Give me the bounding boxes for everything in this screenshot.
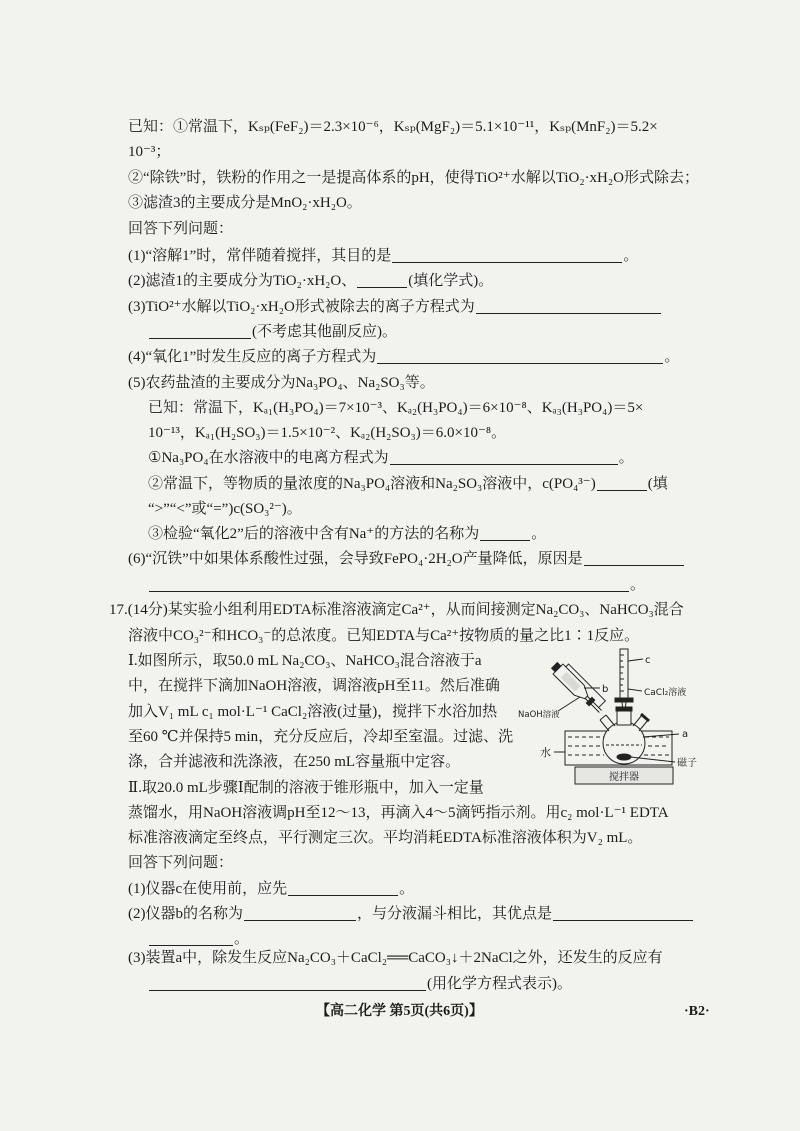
label-b: b [602,684,609,695]
question-text: (1)仪器c在使用前，应先 [128,881,288,897]
question-tail: 。 [618,450,634,466]
q17-step2-line: 标准溶液滴定至终点，平行测定三次。平均消耗EDTA标准溶液体积为V₂ mL。 [128,830,643,846]
label-naoh-solution: NaOH溶液 [518,710,560,720]
label-a: a [682,729,689,740]
q16-item-3-cont [148,322,397,342]
question-tail: 。 [623,248,639,264]
q16-item-3 [128,297,662,317]
given-line-3: ②“除铁”时，铁粉的作用之一是提高体系的pH，使得TiO²⁺水解以TiO₂·xH₂O形式除去； [128,170,699,186]
q17-step2-line: Ⅱ.取20.0 mL步骤Ⅰ配制的溶液于锥形瓶中，加入一定量 [128,780,484,796]
question-mid: (填 [647,476,668,492]
label-c: c [645,655,651,666]
answer-blank [377,348,663,364]
q17-item-2-cont [148,929,249,949]
q16-item-1 [128,246,638,266]
q17-head-line-2: 溶液中CO₃²⁻和HCO₃⁻的总浓度。已知EDTA与Ca²⁺按物质的量之比1∶1反应。 [128,628,640,644]
q17-item-1 [128,879,414,899]
q17-step1-line: 至60 ℃并保持5 min，充分反应后，冷却至室温。过滤、洗 [128,729,514,745]
question-mid: ，与分液漏斗相比，其优点是 [357,906,553,922]
question-tail: 。 [664,349,680,365]
q17-head-line-1: 17.(14分)某实验小组利用EDTA标准溶液滴定Ca²⁺，从而间接测定Na₂CO₃、NaHCO₃混合 [109,602,684,618]
question-text: (4)“氧化1”时发生反应的离子方程式为 [128,349,377,365]
answer-blank [476,298,661,314]
q16-prompt: 回答下列问题： [128,221,234,237]
question-text: (6)“沉铁”中如果体系酸性过强，会导致FePO₄·2H₂O产量降低，原因是 [128,551,583,567]
question-text: (1)“溶解1”时，常伴随着搅拌，其目的是 [128,248,392,264]
answer-blank [149,975,426,991]
apparatus-figure [512,645,707,790]
answer-blank [392,247,622,263]
answer-blank [288,880,398,896]
leader-line [558,697,580,711]
answer-blank [553,905,693,921]
question-tail: (用化学方程式表示)。 [427,976,572,992]
answer-blank [149,323,251,339]
q16-item-6-cont [148,575,645,595]
question-tail: 。 [399,881,415,897]
answer-blank [480,525,530,541]
question-text: (2)滤渣1的主要成分为TiO₂·xH₂O、 [128,273,357,289]
given-line-4: ③滤渣3的主要成分是MnO₂·xH₂O。 [128,195,362,211]
q17-prompt: 回答下列问题： [128,855,234,871]
q17-step1-line: 加入V₁ mL c₁ mol·L⁻¹ CaCl₂溶液(过量)，搅拌下水浴加热 [128,704,498,720]
q17-item-2 [128,904,694,924]
answer-blank [584,550,684,566]
label-stir-bar: 磁子 [677,758,697,769]
q16-item-5-sub-1 [148,448,634,468]
given-line-2: 10⁻³； [128,144,171,160]
question-tail: 。 [234,931,250,947]
question-tail: (不考虑其他副反应)。 [252,324,397,340]
q17-step1-line: Ⅰ.如图所示，取50.0 mL Na₂CO₃、NaHCO₃混合溶液于a [128,653,482,669]
question-tail: 。 [630,577,646,593]
answer-blank [390,449,618,465]
q16-item-5-sub-2 [148,474,668,494]
footer-title: 【高二化学 第5页(共6页)】 [316,1004,483,1019]
q17-step1-line: 涤，合并滤液和洗涤液，在250 mL容量瓶中定容。 [128,754,461,770]
answer-blank [597,475,647,491]
question-tail: (填化学式)。 [408,273,494,289]
label-stirrer: 搅拌器 [609,772,639,783]
question-tail: 。 [531,526,547,542]
answer-blank [149,930,233,946]
q16-item-5-sub-3 [148,524,546,544]
leader-line [628,689,642,691]
stir-bar [617,754,631,760]
given-line-1: 已知：①常温下，Kₛₚ(FeF₂)＝2.3×10⁻⁶，Kₛₚ(MgF₂)＝5.1×10⁻¹¹，Kₛₚ(MnF₂)＝5.2× [128,119,658,135]
answer-blank [149,576,629,592]
dropping-funnel-b [550,658,609,717]
q16-item-5-sub-2-cont: “>”“<”或“=”)c(SO₃²⁻)。 [148,501,302,517]
question-text: ①Na₃PO₄在水溶液中的电离方程式为 [148,450,389,466]
question-text: ③检验“氧化2”后的溶液中含有Na⁺的方法的名称为 [148,526,480,542]
q17-step1-line: 中，在搅拌下滴加NaOH溶液，调溶液pH至11。然后准确 [128,678,500,694]
label-water: 水 [540,746,551,759]
q17-step2-line: 蒸馏水，用NaOH溶液调pH至12～13，再滴入4～5滴钙指示剂。用c₂ mol·L⁻¹ EDTA [128,805,669,821]
q16-item-5-intro: (5)农药盐渣的主要成分为Na₃PO₄、Na₂SO₃等。 [128,375,435,391]
burette-c [615,649,633,711]
answer-blank [357,272,407,288]
footer-code: ·B2· [684,1004,710,1019]
q16-item-2 [128,271,493,291]
answer-blank [244,905,356,921]
leader-line [628,659,643,661]
question-text: ②常温下，等物质的量浓度的Na₃PO₄溶液和Na₂SO₃溶液中，c(PO₄³⁻) [148,476,596,492]
q17-item-3-cont [148,974,572,994]
q17-item-3: (3)装置a中，除发生反应Na₂CO₃＋CaCl₂══CaCO₃↓＋2NaCl之外，还发生的反应有 [128,950,663,966]
q16-item-6 [128,549,685,569]
label-cacl2-solution: CaCl₂溶液 [644,688,687,698]
question-text: (2)仪器b的名称为 [128,906,243,922]
q16-item-5-given-1: 已知：常温下，Kₐ₁(H₃PO₄)＝7×10⁻³、Kₐ₂(H₃PO₄)＝6×10⁻⁸、Kₐ₃(H₃PO₄)＝5× [148,400,644,416]
q16-item-5-given-2: 10⁻¹³，Kₐ₁(H₂SO₃)＝1.5×10⁻²、Kₐ₂(H₂SO₃)＝6.0×10⁻⁸。 [148,425,507,441]
question-text: (3)TiO²⁺水解以TiO₂·xH₂O形式被除去的离子方程式为 [128,299,475,315]
q16-item-4 [128,347,679,367]
